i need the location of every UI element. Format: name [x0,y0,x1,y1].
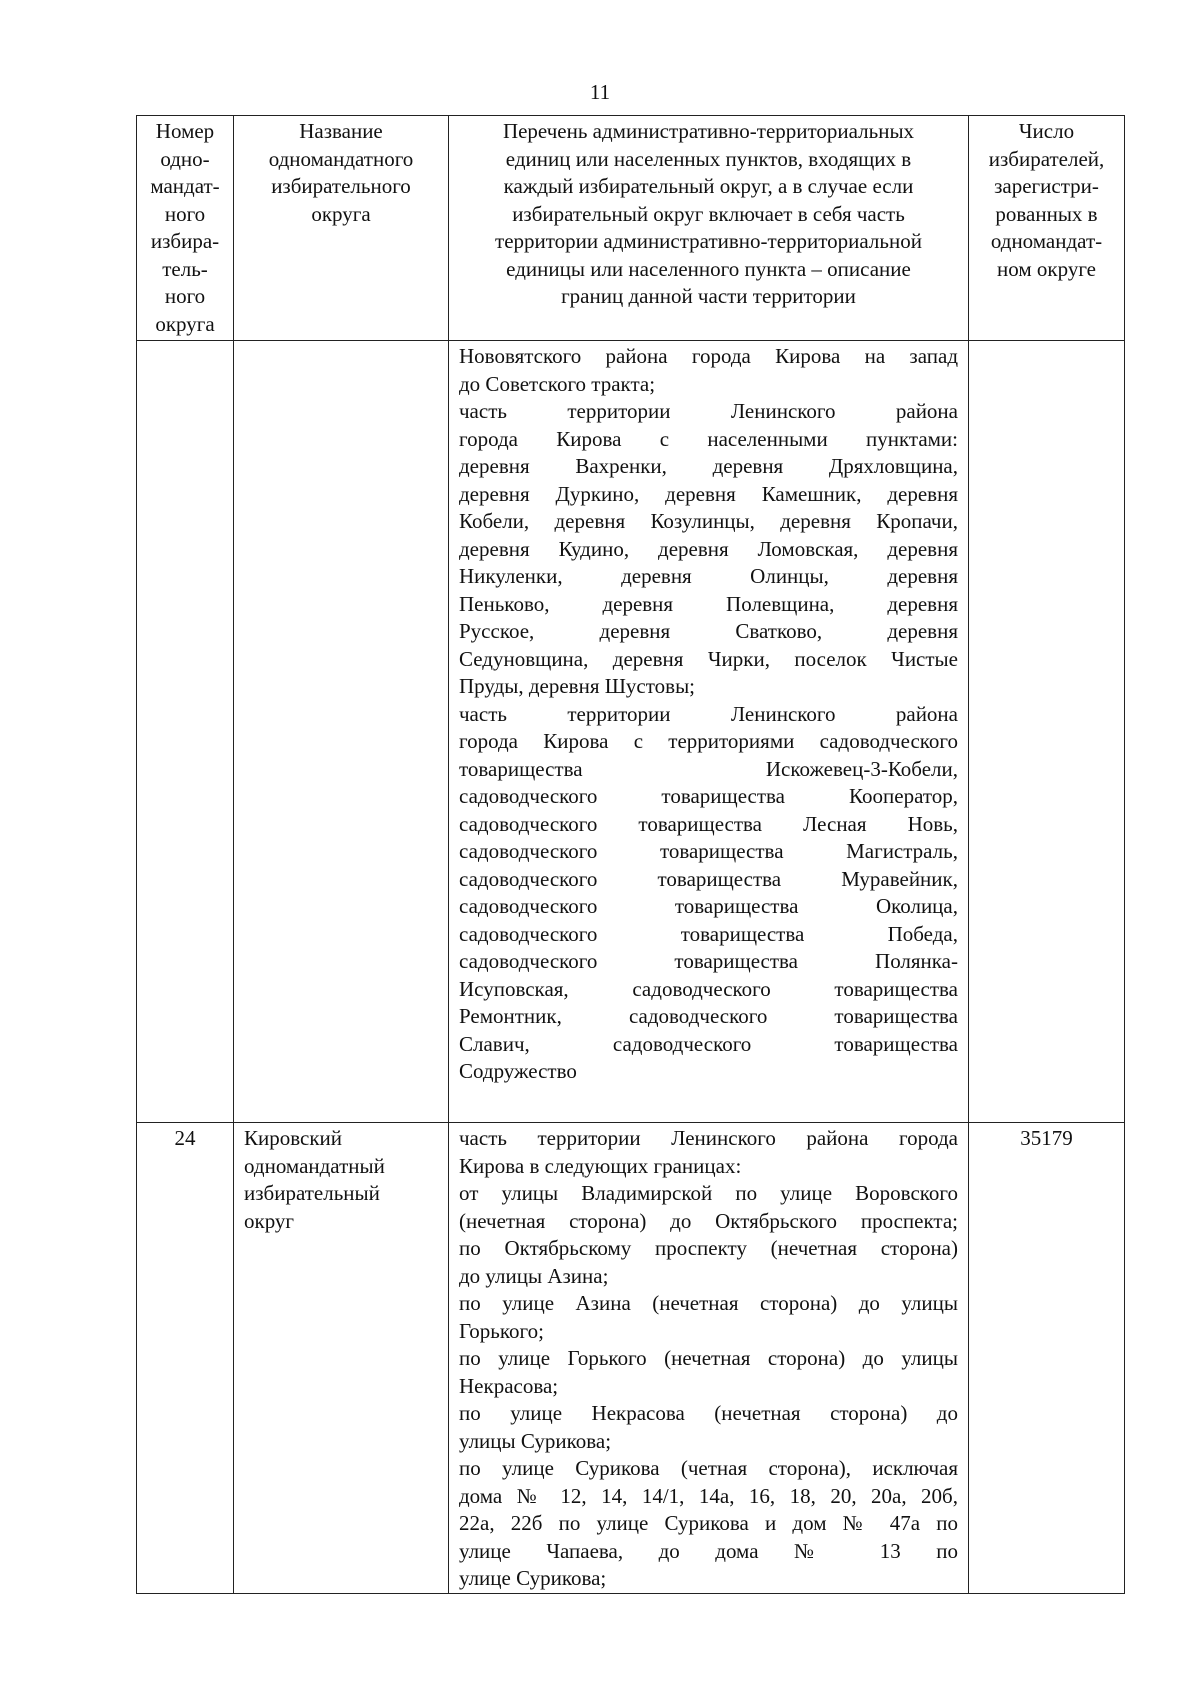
header-line: ного [164,284,206,308]
voter-count-cell [969,341,1125,1123]
description-line: садоводческого товарищества Лесная Новь, [459,811,958,836]
territory-description-cell [449,1123,969,1594]
description-line: часть территории Ленинского района [459,701,958,726]
header-line: единиц или населенных пунктов, входящих в [505,146,912,171]
description-line: Русское, деревня Сватково, деревня [459,619,958,643]
description-line: до улицы Азина; [459,1263,609,1288]
header-line: избирателей, [988,146,1105,171]
description-line: Седуновщина, деревня Чирки, поселок Чистые [459,646,958,671]
header-line: ном округе [997,256,1096,281]
header-line: границ данной части территории [561,284,856,308]
header-line: округа [155,311,215,336]
description-line: от улицы Владимирской по улице Воровского [459,1181,958,1205]
header-line: избирательного [271,174,411,198]
description-line: садоводческого товарищества Кооператор, [459,784,958,808]
districts-table [136,115,1125,1594]
header-voter-count [969,116,1125,341]
description-line: Пруды, деревня Шустовы; [459,674,696,698]
district-number-cell: 24 [137,1123,234,1594]
description-line: по улице Некрасова (нечетная сторона) до [459,1401,958,1425]
description-line: до Советского тракта; [459,371,656,396]
header-line: рованных в [995,201,1098,226]
header-line: каждый избирательный округ, а в случае если [503,174,914,198]
description-line: садоводческого товарищества Муравейник, [459,866,958,891]
header-line: мандат- [150,174,220,198]
description-line: (нечетная сторона) до Октябрьского проспекта; [459,1208,958,1233]
header-line: ного [164,201,206,226]
header-line: территории административно-территориальной [495,229,922,253]
description-line: садоводческого товарищества Магистраль, [459,839,958,863]
header-line: одномандатного [268,146,414,171]
territory-description-cell [449,341,969,1123]
header-district-name [234,116,449,341]
description-line: товарищества Искожевец-3-Кобели, [459,756,958,781]
header-line: зарегистри- [994,174,1099,198]
description-line: 22а, 22б по улице Сурикова и дом № 47а по [459,1511,958,1535]
description-line: Никуленки, деревня Олинцы, деревня [459,564,958,588]
header-line: тель- [162,256,208,281]
header-line: избира- [150,229,220,253]
header-line: единицы или населенного пункта – описание [506,256,911,281]
header-line: Число [1018,119,1075,143]
description-line: Нововятского района города Кирова на запад [459,344,958,368]
description-line: садоводческого товарищества Победа, [459,921,958,946]
description-line: улице Сурикова; [459,1566,607,1590]
voter-count-cell: 35179 [969,1123,1125,1594]
header-line: Номер [155,119,215,143]
header-line: одномандат- [990,229,1103,253]
district-name-cell [234,341,449,1123]
description-line: по улице Горького (нечетная сторона) до улицы [459,1346,958,1370]
header-district-number [137,116,234,341]
description-line: города Кирова с населенными пунктами: [459,426,958,451]
description-line: Исуповская, садоводческого товарищества [459,976,958,1001]
description-line: города Кирова с территориями садоводческого [459,729,958,753]
description-line: Содружество [459,1059,577,1083]
header-line: одно- [160,146,210,171]
header-line: Перечень административно-территориальных [502,119,915,143]
description-line: дома № 12, 14, 14/1, 14а, 16, 18, 20, 20а, 20б, [459,1483,958,1508]
description-line: Кирова в следующих границах: [459,1153,742,1178]
page-number: 11 [589,80,611,104]
header-line: избирательный округ включает в себя часть [512,201,905,226]
description-line: Горького; [459,1318,544,1343]
description-line: садоводческого товарищества Околица, [459,894,958,918]
district-name-line: одномандатный [244,1153,385,1178]
description-line: Некрасова; [459,1373,559,1398]
description-line: деревня Дуркино, деревня Камешник, деревня [459,481,958,506]
description-line: Пеньково, деревня Полевщина, деревня [459,591,958,616]
district-name-line: избирательный [244,1181,380,1205]
description-line: деревня Кудино, деревня Ломовская, деревня [459,536,958,561]
district-name-cell [234,1123,449,1594]
header-line: округа [311,201,371,226]
header-line: Название [299,119,383,143]
district-name-line: Кировский [244,1126,343,1150]
description-line: улицы Сурикова; [459,1428,612,1453]
description-line: часть территории Ленинского района [459,399,958,423]
description-line: по Октябрьскому проспекту (нечетная сторона) [459,1236,958,1260]
description-line: улице Чапаева, до дома № 13 по [459,1538,958,1563]
description-line: Ремонтник, садоводческого товарищества [459,1004,958,1028]
header-row [137,116,1125,341]
table-row [137,341,1125,1123]
header-territory-list [449,116,969,341]
description-line: по улице Сурикова (четная сторона), исключая [459,1456,958,1480]
description-line: часть территории Ленинского района города [459,1126,958,1150]
description-line: по улице Азина (нечетная сторона) до улицы [459,1291,958,1315]
table-row [137,1123,1125,1594]
description-line: садоводческого товарищества Полянка- [459,949,958,973]
description-line: Славич, садоводческого товарищества [459,1031,958,1056]
description-line: деревня Вахренки, деревня Дряхловщина, [459,454,958,478]
description-line: Кобели, деревня Козулинцы, деревня Кропачи, [459,509,958,533]
district-number-cell [137,341,234,1123]
district-name-line: округ [244,1208,295,1233]
